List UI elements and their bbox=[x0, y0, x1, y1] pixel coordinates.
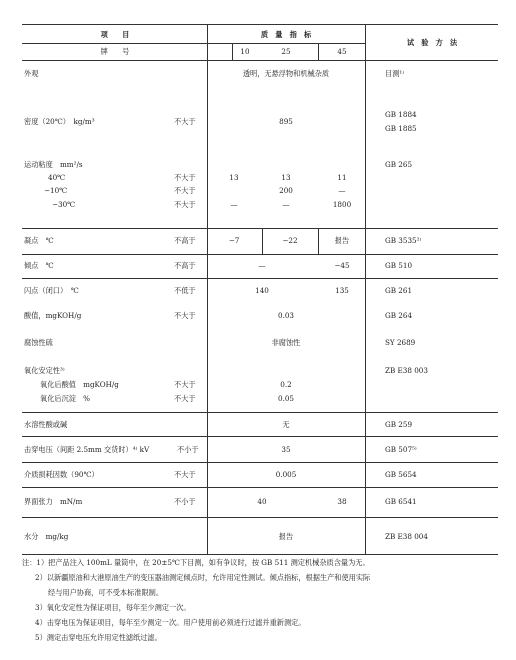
row-divider bbox=[22, 462, 498, 463]
row-acid-name: 酸值，mgKOH/g bbox=[24, 311, 82, 320]
footnote: 经与用户协商，可不受本标准限制。 bbox=[48, 588, 164, 597]
row-viscosity-method: GB 265 bbox=[385, 160, 413, 169]
footnote: 4）击穿电压为保证项目，每年至少测定一次。用户使用前必须进行过滤并重新测定。 bbox=[35, 618, 306, 627]
viscosity-25: — bbox=[282, 200, 290, 209]
viscosity-25: 13 bbox=[281, 173, 291, 182]
row-breakdown-name: 击穿电压（间距 2.5mm 交货时）⁴⁾ kV bbox=[24, 445, 150, 454]
viscosity-45: 11 bbox=[337, 173, 347, 182]
row-divider bbox=[22, 412, 498, 413]
row-appearance-value: 透明，无悬浮物和机械杂质 bbox=[242, 69, 330, 78]
row-flash-method: GB 261 bbox=[385, 286, 413, 295]
grade-45: 45 bbox=[337, 47, 347, 56]
row-density-method1: GB 1884 bbox=[385, 110, 417, 119]
viscosity-temp: −30℃ bbox=[52, 200, 76, 209]
row-flash-1025: 140 bbox=[255, 286, 269, 295]
row-dissipation-method: GB 5654 bbox=[385, 470, 417, 479]
viscosity-45: 1800 bbox=[332, 200, 352, 209]
viscosity-temp: −10℃ bbox=[44, 186, 68, 195]
row-divider bbox=[22, 487, 498, 488]
row-water-value: 报告 bbox=[278, 532, 294, 541]
row-water-acid-value: 无 bbox=[282, 420, 290, 429]
grade-10: 10 bbox=[240, 47, 250, 56]
row-appearance-method: 目测¹⁾ bbox=[385, 69, 405, 78]
row-pour-45: −45 bbox=[334, 261, 350, 270]
oxidation-sub-name: 氧化后酸值 mgKOH/g bbox=[40, 380, 119, 389]
row-acid-value: 0.03 bbox=[277, 311, 295, 320]
footnote: 5）测定击穿电压允许用定性滤纸过滤。 bbox=[35, 633, 162, 642]
viscosity-cond: 不大于 bbox=[174, 200, 196, 209]
table-bottom-border bbox=[22, 554, 498, 555]
row-freezing-25: −22 bbox=[282, 236, 298, 245]
row-pour-method: GB 510 bbox=[385, 261, 413, 270]
grade-25: 25 bbox=[281, 47, 291, 56]
row-density-value: 895 bbox=[279, 117, 293, 126]
row-oxidation-name: 氧化安定性³⁾ bbox=[24, 366, 65, 375]
header-item: 项 目 bbox=[100, 30, 130, 39]
oxidation-sub-name: 氧化后沉淀 % bbox=[40, 394, 90, 403]
row-water-acid-method: GB 259 bbox=[385, 420, 413, 429]
table-top-border bbox=[22, 24, 498, 25]
row-breakdown-method: GB 507⁵⁾ bbox=[385, 445, 417, 454]
row-freezing-name: 凝点 ℃ bbox=[24, 236, 54, 245]
row-appearance-name: 外观 bbox=[24, 69, 39, 78]
viscosity-10: — bbox=[230, 200, 238, 209]
row-freezing-method: GB 3535²⁾ bbox=[385, 236, 422, 245]
row-dissipation-value: 0.005 bbox=[275, 470, 297, 479]
row-tension-cond: 不小于 bbox=[174, 497, 196, 506]
viscosity-cond: 不大于 bbox=[174, 186, 196, 195]
row-oxidation-method: ZB E38 003 bbox=[385, 366, 428, 375]
oxidation-sub-cond: 不大于 bbox=[174, 380, 196, 389]
viscosity-25: 200 bbox=[279, 186, 293, 195]
row-flash-45: 135 bbox=[335, 286, 349, 295]
footnote: 注：1）把产品注入 100mL 量筒中，在 20±5℃下目测，如有争议时，按 GB 511 测定机械杂质含量为无。 bbox=[22, 558, 370, 567]
row-divider bbox=[22, 278, 498, 279]
col-divider-grade bbox=[262, 228, 263, 254]
col-divider-grade bbox=[318, 228, 319, 254]
row-acid-cond: 不大于 bbox=[174, 311, 196, 320]
row-water-acid-name: 水溶性酸或碱 bbox=[24, 420, 68, 429]
row-acid-method: GB 264 bbox=[385, 311, 413, 320]
header-method: 试 验 方 法 bbox=[406, 38, 458, 47]
row-tension-method: GB 6541 bbox=[385, 497, 417, 506]
col-divider-method bbox=[365, 24, 366, 555]
row-freezing-cond: 不高于 bbox=[174, 236, 196, 245]
row-divider bbox=[22, 254, 498, 255]
row-corrosion-value: 非腐蚀性 bbox=[271, 338, 301, 347]
oxidation-sub-value: 0.05 bbox=[277, 394, 295, 403]
oxidation-sub-value: 0.2 bbox=[280, 380, 292, 389]
row-density-cond: 不大于 bbox=[174, 117, 196, 126]
row-density-name: 密度（20℃） kg/m³ bbox=[24, 117, 95, 126]
row-corrosion-method: SY 2689 bbox=[385, 338, 416, 347]
row-pour-cond: 不高于 bbox=[174, 261, 196, 270]
row-density-method2: GB 1885 bbox=[385, 124, 417, 133]
row-water-method: ZB E38 004 bbox=[385, 532, 428, 541]
footnote: 3）氧化安定性为保证项目，每年至少测定一次。 bbox=[35, 603, 191, 612]
row-corrosion-name: 腐蚀性硫 bbox=[24, 338, 53, 347]
header-brand: 牌 号 bbox=[100, 47, 130, 56]
row-freezing-45: 报告 bbox=[334, 236, 350, 245]
row-tension-45: 38 bbox=[337, 497, 347, 506]
oxidation-sub-cond: 不大于 bbox=[174, 394, 196, 403]
row-tension-1025: 40 bbox=[257, 497, 267, 506]
row-viscosity-name: 运动粘度 mm²/s bbox=[24, 160, 83, 169]
row-divider bbox=[22, 436, 498, 437]
col-divider-grade bbox=[318, 43, 319, 60]
header-divider-quality bbox=[22, 43, 365, 44]
col-divider-grade bbox=[232, 43, 233, 60]
row-divider bbox=[22, 517, 498, 518]
header-quality: 质 量 指 标 bbox=[260, 30, 312, 39]
viscosity-cond: 不大于 bbox=[174, 173, 196, 182]
viscosity-temp: 40℃ bbox=[48, 173, 66, 182]
row-divider bbox=[22, 228, 498, 229]
row-tension-name: 界面张力 mN/m bbox=[24, 497, 83, 506]
viscosity-10: 13 bbox=[229, 173, 239, 182]
row-dissipation-cond: 不大于 bbox=[174, 470, 196, 479]
footnote: 2）以新疆原油和大港原油生产的变压器油测定倾点时，允许用定性测试。倾点指标，根据生产和使用实际 bbox=[35, 573, 371, 582]
row-pour-1025: — bbox=[258, 261, 266, 270]
row-freezing-10: −7 bbox=[228, 236, 240, 245]
viscosity-45: — bbox=[338, 186, 346, 195]
row-pour-name: 倾点 ℃ bbox=[24, 261, 54, 270]
row-flash-name: 闪点（闭口） ℃ bbox=[24, 286, 79, 295]
row-breakdown-value: 35 bbox=[281, 445, 291, 454]
col-divider-item bbox=[207, 24, 208, 555]
row-flash-cond: 不低于 bbox=[174, 286, 196, 295]
row-dissipation-name: 介质损耗因数（90℃） bbox=[24, 470, 99, 479]
spec-table bbox=[22, 24, 498, 555]
row-water-name: 水分 mg/kg bbox=[24, 532, 69, 541]
row-breakdown-cond: 不小于 bbox=[177, 445, 199, 454]
header-bottom-border bbox=[22, 60, 498, 61]
